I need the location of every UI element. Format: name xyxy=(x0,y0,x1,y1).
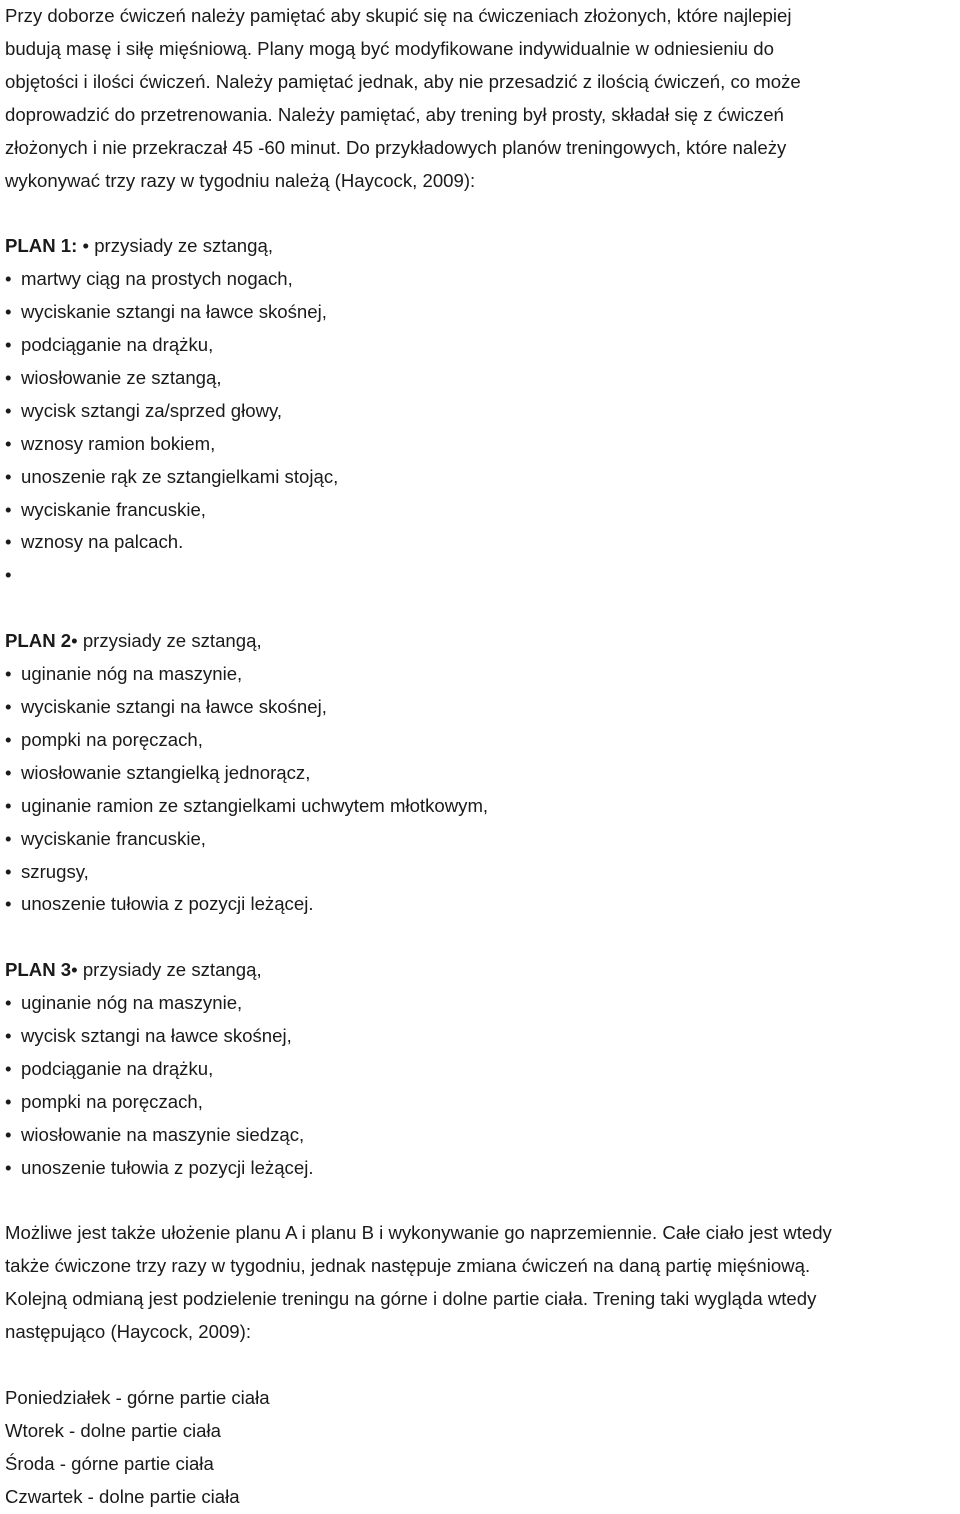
bullet-icon: • xyxy=(5,334,12,356)
bullet-icon: • xyxy=(5,794,12,816)
list-item xyxy=(5,329,957,362)
list-item xyxy=(5,395,957,428)
plan-item: wiosłowanie ze sztangą, xyxy=(21,366,222,388)
list-item xyxy=(5,1119,957,1152)
intro-line: złożonych i nie przekraczał 45 -60 minut. Do przykładowych planów treningowych, które należy xyxy=(5,136,787,158)
outro-paragraph xyxy=(5,1217,957,1349)
plan-1 xyxy=(5,230,957,592)
bullet-icon: • xyxy=(71,630,78,652)
list-item xyxy=(5,1086,957,1119)
plan-item: uginanie nóg na maszynie, xyxy=(21,663,243,685)
plan-item: uginanie ramion ze sztangielkami uchwytem młotkowym, xyxy=(21,794,489,816)
bullet-icon: • xyxy=(5,893,12,915)
list-item xyxy=(5,757,957,790)
plan-item: wiosłowanie na maszynie siedząc, xyxy=(21,1123,305,1145)
list-item xyxy=(5,296,957,329)
list-item xyxy=(5,1053,957,1086)
plan-item: przysiady ze sztangą, xyxy=(82,630,262,652)
list-item xyxy=(5,987,957,1020)
list-item xyxy=(5,856,957,889)
list-item xyxy=(5,461,957,494)
schedule-line: Poniedziałek - górne partie ciała xyxy=(5,1386,270,1408)
bullet-icon: • xyxy=(5,1123,12,1145)
plan-item: pompki na poręczach, xyxy=(21,1090,203,1112)
schedule-line: Wtorek - dolne partie ciała xyxy=(5,1419,221,1441)
plan-item: podciąganie na drążku, xyxy=(21,1057,214,1079)
plan-heading-row xyxy=(5,625,957,658)
list-item xyxy=(5,494,957,527)
plan-heading-row xyxy=(5,954,957,987)
plan-item: wyciskanie francuskie, xyxy=(21,827,206,849)
plan-item: przysiady ze sztangą, xyxy=(94,235,273,257)
plan-item: wycisk sztangi za/sprzed głowy, xyxy=(21,399,283,421)
bullet-icon: • xyxy=(5,663,12,685)
list-item xyxy=(5,362,957,395)
bullet-icon: • xyxy=(71,959,78,981)
bullet-icon: • xyxy=(5,432,12,454)
schedule-line: Czwartek - dolne partie ciała xyxy=(5,1485,240,1507)
outro-line: następująco (Haycock, 2009): xyxy=(5,1321,251,1343)
bullet-icon: • xyxy=(5,1156,12,1178)
bullet-icon: • xyxy=(5,268,12,290)
plan-item: unoszenie rąk ze sztangielkami stojąc, xyxy=(21,465,339,487)
plan-label: PLAN 1: xyxy=(5,235,78,257)
plan-item: wznosy ramion bokiem, xyxy=(21,432,216,454)
bullet-icon: • xyxy=(5,761,12,783)
plan-item: wyciskanie francuskie, xyxy=(21,498,206,520)
bullet-icon: • xyxy=(5,399,12,421)
list-item xyxy=(5,1020,957,1053)
plan-item: przysiady ze sztangą, xyxy=(82,959,262,981)
outro-line: Kolejną odmianą jest podzielenie treningu na górne i dolne partie ciała. Trening taki wygląda wtedy xyxy=(5,1288,817,1310)
bullet-icon: • xyxy=(5,728,12,750)
bullet-icon: • xyxy=(5,301,12,323)
bullet-icon: • xyxy=(5,564,12,586)
bullet-icon: • xyxy=(82,235,90,257)
list-item xyxy=(5,790,957,823)
intro-line: budują masę i siłę mięśniową. Plany mogą być modyfikowane indywidualnie w odniesieniu do xyxy=(5,37,774,59)
plan-item: podciąganie na drążku, xyxy=(21,334,214,356)
intro-line: wykonywać trzy razy w tygodniu należą (Haycock, 2009): xyxy=(5,169,476,191)
plan-item: unoszenie tułowia z pozycji leżącej. xyxy=(21,1156,314,1178)
list-item xyxy=(5,888,957,921)
list-item xyxy=(5,823,957,856)
intro-paragraph xyxy=(5,0,957,197)
bullet-icon: • xyxy=(5,1057,12,1079)
bullet-icon: • xyxy=(5,366,12,388)
bullet-icon: • xyxy=(5,827,12,849)
list-item xyxy=(5,263,957,296)
list-item xyxy=(5,724,957,757)
list-item xyxy=(5,691,957,724)
plan-2 xyxy=(5,625,957,921)
bullet-icon: • xyxy=(5,531,12,553)
plan-item: wiosłowanie sztangielką jednorącz, xyxy=(21,761,311,783)
bullet-icon: • xyxy=(5,992,12,1014)
plan-item: pompki na poręczach, xyxy=(21,728,203,750)
plan-item: unoszenie tułowia z pozycji leżącej. xyxy=(21,893,314,915)
bullet-icon: • xyxy=(5,696,12,717)
intro-line: doprowadzić do przetrenowania. Należy pamiętać, aby trening był prosty, składał się z ćwiczeń xyxy=(5,103,784,125)
bullet-icon: • xyxy=(5,1025,12,1047)
bullet-icon: • xyxy=(5,498,12,520)
plan-item: uginanie nóg na maszynie, xyxy=(21,992,243,1014)
bullet-icon: • xyxy=(5,860,12,882)
schedule-line: Środa - górne partie ciała xyxy=(5,1452,214,1474)
plan-item: wycisk sztangi na ławce skośnej, xyxy=(21,1025,292,1047)
plan-item: szrugsy, xyxy=(21,860,89,882)
plan-item: martwy ciąg na prostych nogach, xyxy=(21,268,293,290)
list-item xyxy=(5,559,957,592)
bullet-icon: • xyxy=(5,1090,12,1112)
list-item xyxy=(5,526,957,559)
outro-line: także ćwiczone trzy razy w tygodniu, jednak następuje zmiana ćwiczeń na daną partię mięśniową. xyxy=(5,1255,811,1277)
intro-line: Przy doborze ćwiczeń należy pamiętać aby skupić się na ćwiczeniach złożonych, które najlepiej xyxy=(5,5,792,26)
plan-item: wyciskanie sztangi na ławce skośnej, xyxy=(21,301,327,323)
plan-label: PLAN 2 xyxy=(5,630,72,652)
list-item xyxy=(5,428,957,461)
plan-item: wyciskanie sztangi na ławce skośnej, xyxy=(21,696,327,717)
intro-line: objętości i ilości ćwiczeń. Należy pamiętać jednak, aby nie przesadzić z ilością ćwiczeń, co może xyxy=(5,70,801,92)
plan-item: wznosy na palcach. xyxy=(21,531,184,553)
list-item xyxy=(5,658,957,691)
plan-heading-row xyxy=(5,230,957,263)
outro-line: Możliwe jest także ułożenie planu A i planu B i wykonywanie go naprzemiennie. Całe ciało jest wtedy xyxy=(5,1222,832,1244)
list-item xyxy=(5,1152,957,1185)
bullet-icon: • xyxy=(5,465,12,487)
weekly-schedule xyxy=(5,1382,957,1514)
plan-label: PLAN 3 xyxy=(5,959,72,981)
plan-3 xyxy=(5,954,957,1184)
document-page xyxy=(5,0,957,1514)
